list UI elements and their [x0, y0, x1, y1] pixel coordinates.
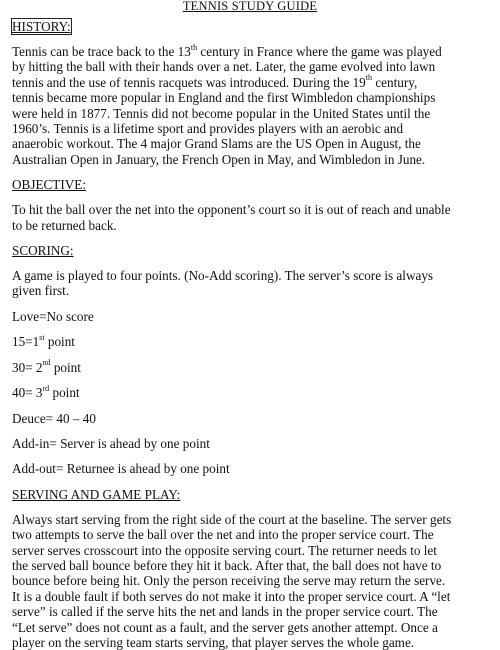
objective-line-1: To hit the ball over the net into the opponent’s court so it is out of reach and unable	[12, 202, 451, 218]
serving-line: serve” is called if the serve hits the net and lands in the proper service court. The	[12, 604, 438, 620]
serving-line: player on the serving team starts serving, that player serves the whole game.	[12, 634, 415, 650]
history-line-6: 1960’s. Tennis is a lifetime sport and provides players with an aerobic and	[12, 121, 404, 137]
history-heading	[12, 19, 488, 35]
scoring-line-2: given first.	[12, 283, 70, 299]
serving-line: “Let serve” does not count as a fault, and the server gets another attempt. Once a	[12, 619, 438, 635]
score-40: 40= 3rd point	[12, 383, 80, 401]
score-love: Love=No score	[12, 308, 94, 324]
scoring-line-1: A game is played to four points. (No-Add scoring). The server’s score is always	[12, 268, 434, 284]
serving-line: the served ball bounce before they hit it back. After that, the ball does not have to	[12, 557, 442, 573]
serving-line: server serves crosscourt into the opposite serving court. The returner needs to let	[12, 542, 437, 558]
score-deuce: Deuce= 40 – 40	[12, 410, 96, 426]
serving-line: It is a double fault if both serves do not make it into the proper service court. A “let	[12, 588, 451, 604]
serving-line: bounce before being hit. Only the person receiving the serve may return the serve.	[12, 573, 446, 589]
serving-line: two attempts to serve the ball over the net and into the proper service court. The	[12, 527, 434, 543]
history-paragraph	[12, 44, 488, 167]
serving-paragraph	[12, 512, 488, 650]
scoring-paragraph	[12, 268, 488, 299]
history-line-2: by hitting the ball with their hands over a net. Later, the game evolved into lawn	[12, 59, 436, 75]
score-add-in: Add-in= Server is ahead by one point	[12, 435, 210, 451]
score-30: 30= 2nd point	[12, 358, 81, 375]
serving-heading: SERVING AND GAME PLAY:	[12, 486, 181, 502]
document-page	[12, 0, 488, 650]
history-line-8: Australian Open in January, the French Open in May, and Wimbledon in June.	[12, 151, 426, 167]
objective-heading: OBJECTIVE:	[12, 177, 86, 193]
score-add-out: Add-out= Returnee is ahead by one point	[12, 461, 230, 477]
objective-paragraph	[12, 202, 488, 233]
history-line-5: were held in 1877. Tennis did not become popular in the United States until the	[12, 105, 431, 121]
history-heading-text: HISTORY:	[12, 19, 71, 34]
score-15: 15=1st point	[12, 332, 75, 350]
objective-line-2: to be returned back.	[12, 217, 117, 233]
scoring-heading: SCORING:	[12, 243, 74, 259]
history-line-1: Tennis can be trace back to the 13th century in France where the game was played	[12, 42, 442, 59]
history-line-7: anaerobic workout. The 4 major Grand Slams are the US Open in August, the	[12, 136, 421, 152]
page-title: TENNIS STUDY GUIDE	[182, 0, 318, 12]
history-line-4: tennis became more popular in England and the first Wimbledon championships	[12, 90, 436, 106]
serving-line: Always start serving from the right side of the court at the baseline. The server gets	[12, 511, 452, 527]
history-line-3: tennis and the use of tennis racquets was introduced. During the 19th century,	[12, 73, 418, 90]
